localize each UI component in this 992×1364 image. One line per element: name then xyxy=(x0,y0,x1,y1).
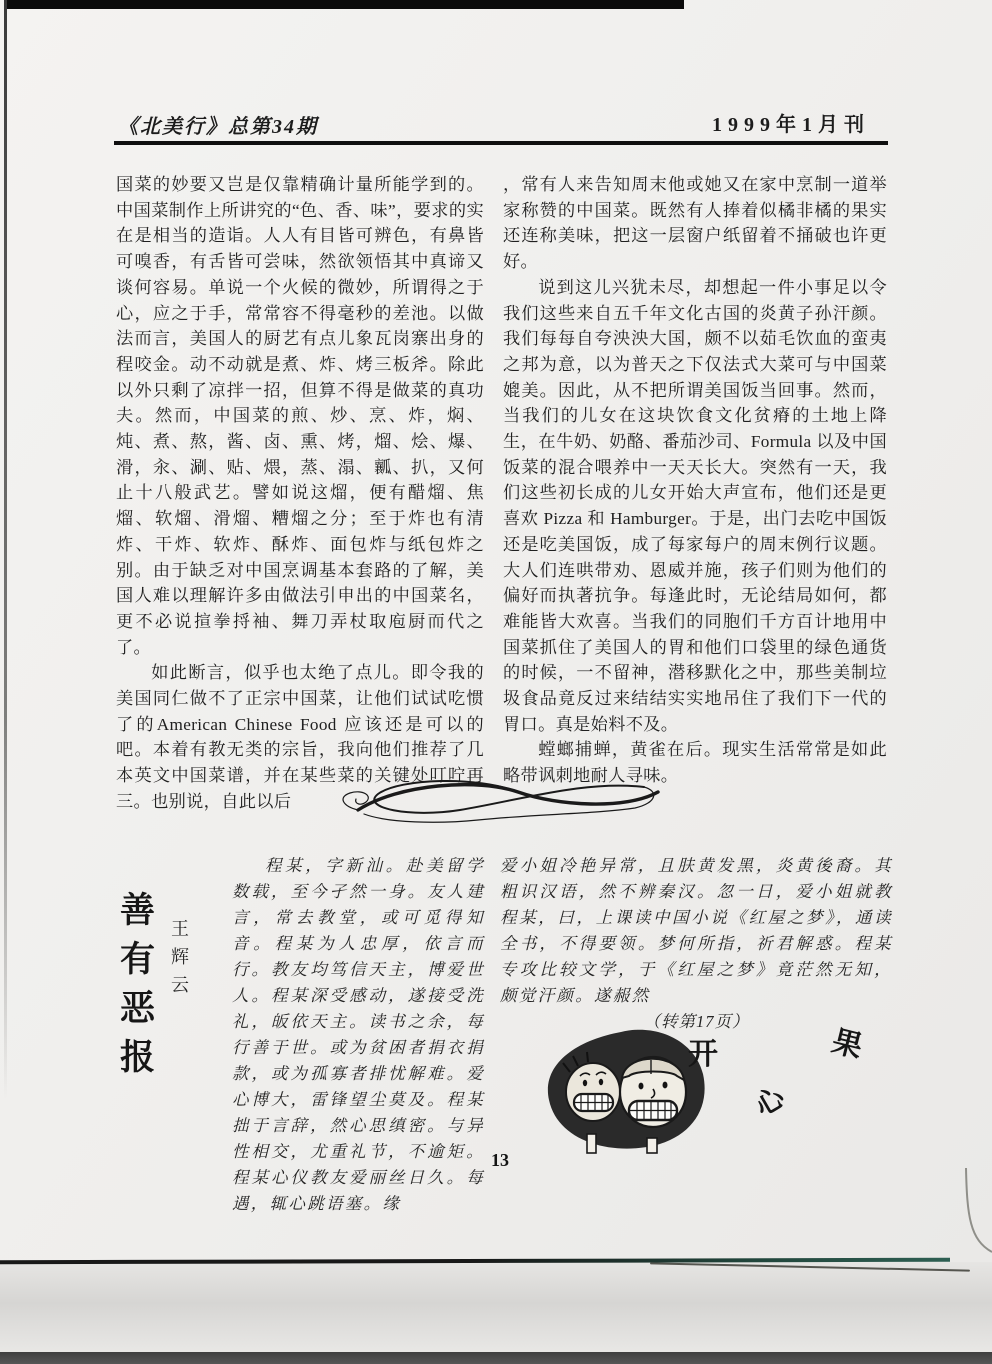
story-author-char: 云 xyxy=(171,975,189,995)
scan-top-bar xyxy=(6,0,684,9)
scan-left-gutter-line xyxy=(4,0,7,1100)
essay-left-column xyxy=(116,172,484,815)
flourish-divider-icon xyxy=(328,770,662,828)
page-corner-curl xyxy=(946,1168,992,1264)
caption-char-xin: 心 xyxy=(749,1081,790,1122)
story-title-char: 恶 xyxy=(120,989,156,1028)
story-title-vertical xyxy=(120,893,155,1075)
header-rule xyxy=(114,141,888,145)
story-author-vertical xyxy=(171,920,189,994)
story-part-1: 程某，字新汕。赴美留学数载，至今孑然一身。友人建言，常去教堂，或可觅得知音。程某为人忠厚，依言而行。教友均笃信天主，博爱世人。程某深受感动，遂接受洗礼，皈依天主。读书之余，每行善于世。或为贫困者捐衣捐款，或为孤寡者排忧解难。爱心博大，雷锋望尘莫及。程某拙于言辞，然心思缜密。与异性相交，尤重礼节，不逾矩。程某心仪教友爱丽丝日久。每遇，辄心跳语塞。缘 xyxy=(232,856,485,1213)
story-title-char: 善 xyxy=(120,891,156,930)
caption-char-kai: 开 xyxy=(688,1038,718,1071)
story-author-char: 王 xyxy=(171,919,189,939)
header-issue-title: 《北美行》总第34期 xyxy=(118,116,318,138)
page-number: 13 xyxy=(491,1150,509,1170)
essay-right-column xyxy=(503,172,887,789)
continuation-note: （转第17页） xyxy=(643,1012,750,1031)
story-text-block-1 xyxy=(232,853,485,1217)
essay-right-paragraph-1: ，常有人来告知周末他或她又在家中烹制一道举家称赞的中国菜。既然有人捧着似橘非橘的果实还连称美味，把这一层窗户纸留着不捅破也许更好。 xyxy=(503,175,887,272)
underlying-page xyxy=(0,1262,992,1354)
essay-left-paragraph-1: 国菜的妙要又岂是仅靠精确计量所能学到的。中国菜制作上所讲究的“色、香、味”，要求的实在是相当的造诣。人人有目皆可辨色，有鼻皆可嗅香，有舌皆可尝味，然欲领悟其中真谛又谈何容易。单说一个火候的微妙，所谓得之于心，应之于手，常常容不得毫秒的差池。以做法而言，美国人的厨艺有点儿象瓦岗寨出身的程咬金。动不动就是煮、炸、烤三板斧。除此以外只剩了凉拌一招，但算不得是做菜的真功夫。然而，中国菜的煎、炒、烹、炸，焖、炖、煮、熬，酱、卤、熏、烤，熘、烩、爆、滑，汆、涮、贴、煨，蒸、溻、瓤、扒，又何止十八般武艺。譬如说这熘，便有醋熘、焦熘、软熘、滑熘、糟熘之分；至于炸也有清炸、干炸、软炸、酥炸、面包炸与纸包炸之别。由于缺乏对中国烹调基本套路的了解，美国人难以理解许多由做法引申出的中国菜名，更不必说揎拳捋袖、舞刀弄杖取庖厨而代之了。 xyxy=(116,175,484,657)
header-issue-date: 1999年1月刊 xyxy=(712,114,870,136)
essay-right-paragraph-3: 螳螂捕蝉，黄雀在后。现实生活常常是如此略带讽刺地耐人寻味。 xyxy=(503,740,887,786)
story-author-char: 辉 xyxy=(171,947,189,967)
scan-bottom-strip xyxy=(0,1352,992,1364)
grinning-faces-cartoon xyxy=(543,1026,711,1154)
caption-char-guo: 果 xyxy=(828,1024,866,1065)
story-title-char: 有 xyxy=(120,940,156,979)
essay-right-paragraph-2: 说到这儿兴犹未尽，却想起一件小事足以令我们这些来自五千年文化古国的炎黄子孙汗颜。我们每每自夸泱泱大国，颇不以茹毛饮血的蛮夷之邦为意，以为普天之下仅法式大菜可与中国菜媲美。因此，从不把所谓美国饭当回事。然而，当我们的儿女在这块饮食文化贫瘠的土地上降生，在牛奶、奶酪、番茄沙司、Formula 以及中国饭菜的混合喂养中一天天长大。突然有一天，我们这些初长成的儿女开始大声宣布，他们还是更喜欢 Pizza 和 Hamburger。于是，出门去吃中国饭还是吃美国饭，成了每家每户的周末例行议题。大人们连哄带劝、恩威并施，孩子们则为他们的偏好而执著抗争。每逢此时，无论结局如何，都难能皆大欢喜。当我们的同胞们千方百计地用中国菜抓住了美国人的胃和他们口袋里的绿色通货的时候，一不留神，潜移默化之中，那些美制垃圾食品竟反过来结结实实地吊住了我们下一代的胃口。真是始料不及。 xyxy=(503,277,887,734)
essay-left-paragraph-2: 如此断言，似乎也太绝了点儿。即令我的美国同仁做不了正宗中国菜，让他们试试吃惯了的American Chinese Food 应该还是可以的吧。本着有教无类的宗旨，我向他们推荐了几本英文中国菜谱，并在某些菜的关键处叮咛再三。也别说，自此以后 xyxy=(116,663,484,811)
story-part-2: 爱小姐冷艳异常，且肤黄发黑，炎黄後裔。其粗识汉语，然不辨秦汉。忽一日，爱小姐就教程某，曰，上课读中国小说《红屋之梦》，通读全书，不得要领。梦何所指，祈君解惑。程某专攻比较文学，于《红屋之梦》竟茫然无知，颇觉汗颜。遂赧然 xyxy=(500,856,893,1005)
story-title-char: 报 xyxy=(120,1038,156,1077)
story-text-block-2 xyxy=(500,853,893,1035)
